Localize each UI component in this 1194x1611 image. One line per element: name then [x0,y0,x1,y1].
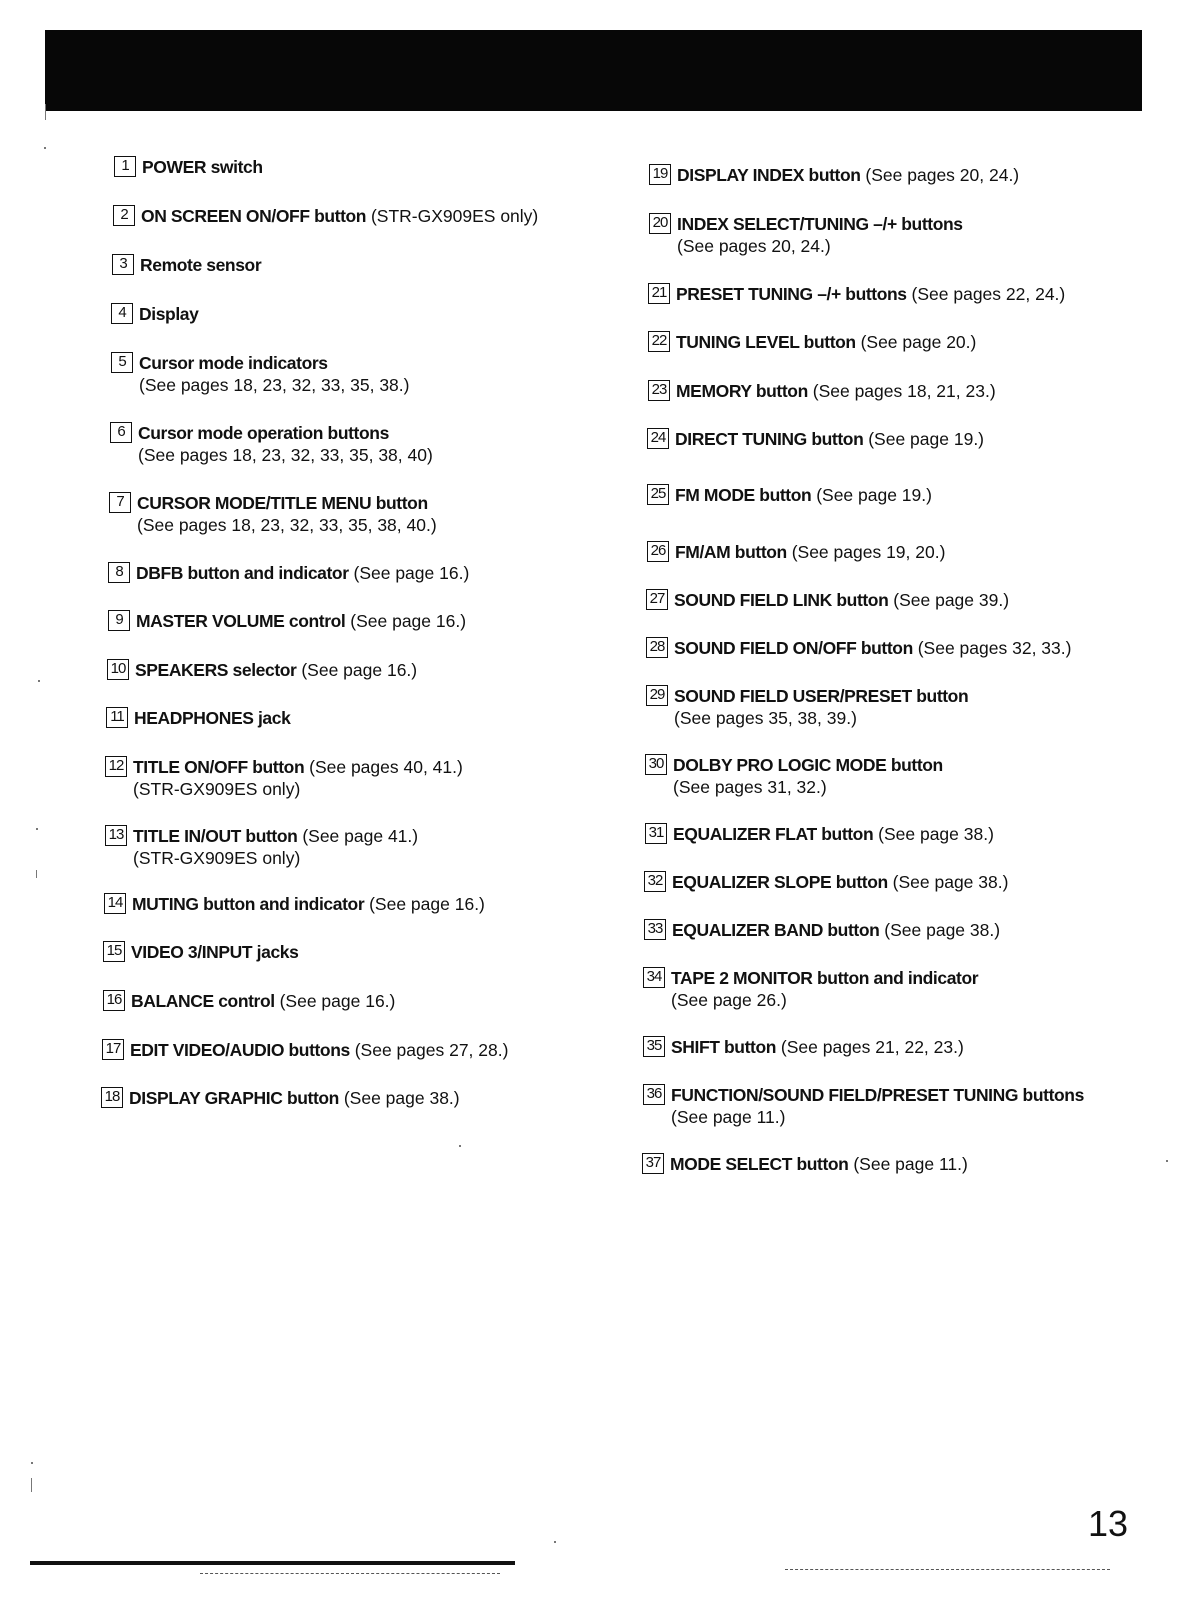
item-number: 9 [108,610,130,631]
item-note: (See page 38.) [892,872,1009,892]
list-item [643,1036,964,1058]
item-note: (See pages 20, 24.) [865,165,1020,185]
item-note: (See pages 40, 41.) [309,757,463,777]
item-number: 5 [111,352,133,373]
list-item [111,352,409,396]
item-label: FM MODE button [675,485,812,505]
item-label: VIDEO 3/INPUT jacks [131,942,299,962]
item-label: TITLE ON/OFF button [133,757,305,777]
item-sub: (See page 11.) [671,1107,786,1127]
item-label: MEMORY button [676,381,808,401]
item-number: 18 [101,1087,123,1108]
item-label: DBFB button and indicator [136,563,349,583]
footer-dashes-right [785,1569,1110,1570]
item-label: HEADPHONES jack [134,708,291,728]
list-item [103,941,298,963]
scan-mark [38,680,40,682]
item-number: 14 [104,893,126,914]
scan-mark [36,828,38,830]
item-label: BALANCE control [131,991,275,1011]
item-label: SOUND FIELD USER/PRESET button [674,686,969,706]
item-number: 17 [102,1039,124,1060]
item-label: FUNCTION/SOUND FIELD/PRESET TUNING buttons [671,1085,1084,1105]
scan-mark [45,104,46,120]
list-item [101,1087,460,1109]
scan-mark [554,1541,556,1543]
list-item [102,1039,508,1061]
item-sub: (See pages 20, 24.) [677,236,831,256]
item-note: (See page 41.) [302,826,419,846]
list-item [111,303,198,325]
list-item [108,610,466,632]
item-label: SOUND FIELD ON/OFF button [674,638,913,658]
item-sub: (See page 26.) [671,990,787,1010]
list-item [109,492,437,536]
item-note: (See page 38.) [343,1088,460,1108]
list-item [113,205,538,227]
item-note: (See pages 22, 24.) [911,284,1066,304]
list-item [648,331,976,353]
item-sub: (See pages 18, 23, 32, 33, 35, 38, 40) [138,445,433,465]
item-number: 37 [642,1153,664,1174]
item-note: (See page 16.) [350,611,467,631]
item-label: MASTER VOLUME control [136,611,346,631]
list-item [103,990,395,1012]
list-item [112,254,261,276]
item-label: DISPLAY INDEX button [677,165,861,185]
item-number: 29 [646,685,668,706]
list-item [646,637,1071,659]
item-number: 23 [648,380,670,401]
list-item [647,541,945,563]
item-number: 4 [111,303,133,324]
scan-mark [31,1478,32,1492]
footer-dashes-left [200,1573,500,1574]
item-number: 25 [647,484,669,505]
item-label: CURSOR MODE/TITLE MENU button [137,493,428,513]
item-label: DIRECT TUNING button [675,429,864,449]
scan-mark [1166,1160,1168,1162]
item-number: 6 [110,422,132,443]
item-note: (See pages 32, 33.) [917,638,1072,658]
item-number: 26 [647,541,669,562]
item-number: 10 [107,659,129,680]
list-item [642,1153,968,1175]
item-label: EDIT VIDEO/AUDIO buttons [130,1040,350,1060]
item-note: (See page 16.) [353,563,470,583]
scan-mark [459,1145,461,1147]
item-number: 21 [648,283,670,304]
item-number: 20 [649,213,671,234]
item-number: 1 [114,156,136,177]
item-label: PRESET TUNING –/+ buttons [676,284,907,304]
item-number: 11 [106,707,128,728]
item-label: Remote sensor [140,255,262,275]
item-label: Cursor mode operation buttons [138,423,389,443]
list-item [647,484,932,506]
item-number: 13 [105,825,127,846]
item-number: 2 [113,205,135,226]
scan-mark [44,147,46,149]
list-item [106,707,290,729]
list-item [644,919,1000,941]
item-label: ON SCREEN ON/OFF button [141,206,367,226]
item-label: POWER switch [142,157,263,177]
item-label: DOLBY PRO LOGIC MODE button [673,755,943,775]
item-number: 15 [103,941,125,962]
item-number: 36 [643,1084,665,1105]
item-label: INDEX SELECT/TUNING –/+ buttons [677,214,963,234]
item-label: MUTING button and indicator [132,894,365,914]
list-item [648,380,996,402]
list-item [646,685,968,729]
item-note: (STR-GX909ES only) [370,206,539,226]
list-item [107,659,417,681]
item-label: Cursor mode indicators [139,353,328,373]
item-sub: (See pages 35, 38, 39.) [674,708,857,728]
item-label: SHIFT button [671,1037,777,1057]
footer-rule [30,1561,515,1565]
item-number: 27 [646,589,668,610]
item-note: (See page 16.) [279,991,396,1011]
list-item [105,825,418,869]
item-note: (See page 19.) [868,429,985,449]
item-label: SPEAKERS selector [135,660,297,680]
item-label: EQUALIZER SLOPE button [672,872,888,892]
item-number: 16 [103,990,125,1011]
item-sub: (See pages 31, 32.) [673,777,827,797]
header-bar [45,30,1142,111]
item-label: MODE SELECT button [670,1154,849,1174]
list-item [643,967,978,1011]
list-item [646,589,1009,611]
item-sub: (STR-GX909ES only) [133,779,301,799]
list-item [648,283,1065,305]
list-item [114,156,263,178]
list-item [649,164,1019,186]
item-number: 3 [112,254,134,275]
item-note: (See page 11.) [853,1154,968,1174]
list-item [645,823,994,845]
item-number: 35 [643,1036,665,1057]
item-note: (See pages 27, 28.) [354,1040,509,1060]
page-number: 13 [1088,1503,1129,1544]
item-sub: (See pages 18, 23, 32, 33, 35, 38, 40.) [137,515,437,535]
list-item [644,871,1008,893]
item-sub: (See pages 18, 23, 32, 33, 35, 38.) [139,375,410,395]
list-item [108,562,469,584]
item-number: 8 [108,562,130,583]
item-label: FM/AM button [675,542,787,562]
item-note: (See page 19.) [816,485,932,505]
item-number: 34 [643,967,665,988]
scan-mark [31,1462,33,1464]
item-note: (See page 39.) [893,590,1010,610]
item-label: EQUALIZER BAND button [672,920,880,940]
item-sub: (STR-GX909ES only) [133,848,301,868]
item-note: (See pages 18, 21, 23.) [812,381,996,401]
item-note: (See page 38.) [878,824,994,844]
item-label: TAPE 2 MONITOR button and indicator [671,968,979,988]
item-number: 32 [644,871,666,892]
item-note: (See pages 19, 20.) [791,542,946,562]
item-number: 31 [645,823,667,844]
list-item [645,754,943,798]
item-label: EQUALIZER FLAT button [673,824,874,844]
item-number: 33 [644,919,666,940]
item-label: DISPLAY GRAPHIC button [129,1088,339,1108]
item-note: (See page 20.) [860,332,977,352]
item-label: TITLE IN/OUT button [133,826,298,846]
item-number: 28 [646,637,668,658]
item-number: 24 [647,428,669,449]
list-item [110,422,433,466]
scan-mark [36,870,37,878]
item-note: (See page 38.) [884,920,1001,940]
list-item [105,756,463,800]
item-number: 30 [645,754,667,775]
item-number: 22 [648,331,670,352]
list-item [643,1084,1084,1128]
item-label: TUNING LEVEL button [676,332,856,352]
item-number: 7 [109,492,131,513]
item-note: (See page 16.) [301,660,418,680]
item-label: Display [139,304,199,324]
item-number: 19 [649,164,671,185]
item-note: (See page 16.) [369,894,485,914]
item-label: SOUND FIELD LINK button [674,590,889,610]
list-item [649,213,963,257]
list-item [647,428,984,450]
list-item [104,893,485,915]
item-note: (See pages 21, 22, 23.) [780,1037,964,1057]
item-number: 12 [105,756,127,777]
